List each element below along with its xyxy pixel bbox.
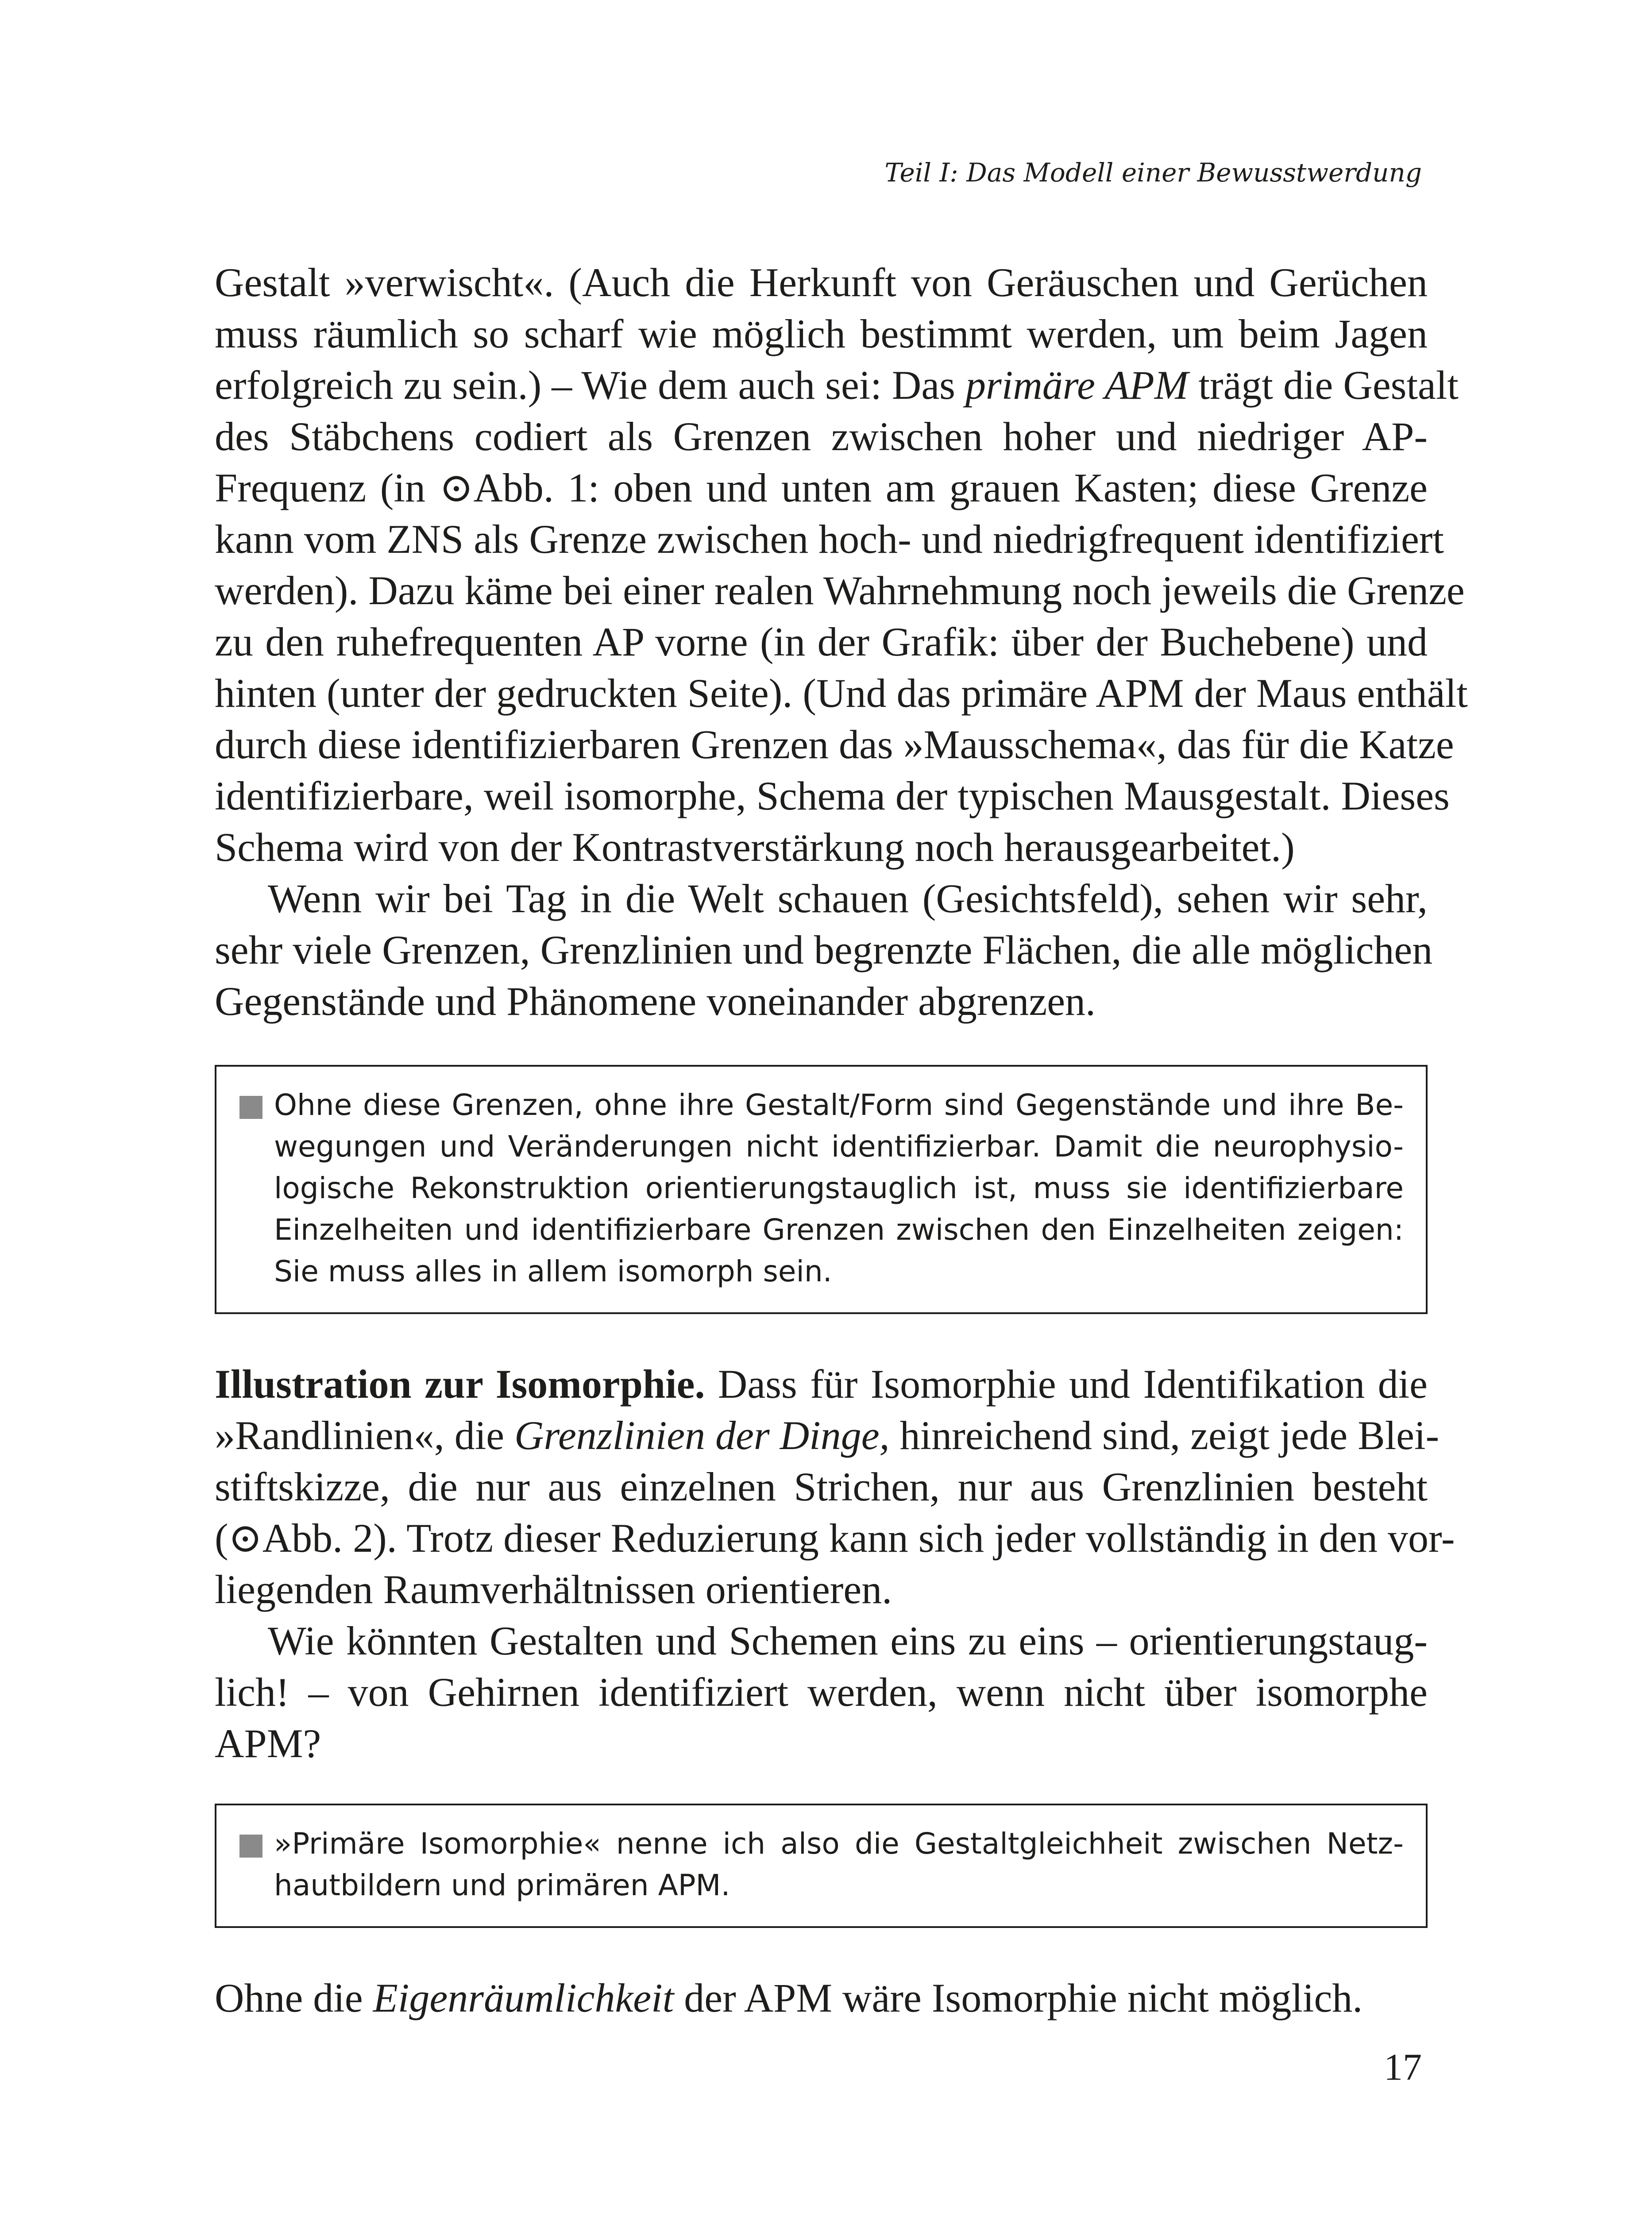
- emphasis-term: primäre APM: [965, 362, 1189, 408]
- callout-text: [274, 1823, 1404, 1906]
- text-line: Ohne diese Grenzen, ohne ihre Gestalt/Form sind Gegenstände und ihre Be-: [274, 1088, 1404, 1122]
- text-line: Schema wird von der Kontrastverstärkung noch herausgearbeitet.): [215, 825, 1295, 870]
- text-line: APM?: [215, 1721, 321, 1766]
- emphasis-term: Grenzlinien der Dinge,: [514, 1413, 890, 1458]
- emphasis-term: Eigenräumlichkeit: [373, 1975, 674, 2020]
- text-line: zu den ruhefrequenten AP vorne (in der Grafik: über der Buchebene) und: [215, 619, 1428, 664]
- paragraph-4: [215, 1615, 1428, 1769]
- text-line: sehr viele Grenzen, Grenzlinien und begrenzte Flächen, die alle möglichen: [215, 927, 1433, 972]
- text-line: Wie könnten Gestalten und Schemen eins zu eins – orientierungstaug-: [268, 1618, 1428, 1663]
- text-line: liegenden Raumverhältnissen orientieren.: [215, 1567, 892, 1612]
- text-line: Sie muss alles in allem isomorph sein.: [274, 1254, 832, 1288]
- paragraph-2: [215, 873, 1433, 1027]
- text-line: erfolgreich zu sein.) – Wie dem auch sei: Das primäre APM trägt die Gestalt: [215, 362, 1459, 408]
- text-line: kann vom ZNS als Grenze zwischen hoch- und niedrigfrequent identifiziert: [215, 517, 1444, 562]
- text-line: Illustration zur Isomorphie. Dass für Isomorphie und Identifikation die: [215, 1361, 1428, 1407]
- paragraph-1: [215, 257, 1468, 873]
- page-body: [215, 257, 1468, 2024]
- text-line: des Stäbchens codiert als Grenzen zwischen hoher und niedriger AP-: [215, 414, 1428, 459]
- callout-box-1: [215, 1065, 1428, 1314]
- callout-text: [274, 1084, 1404, 1292]
- text-line: »Primäre Isomorphie« nenne ich also die Gestaltgleichheit zwischen Netz-: [274, 1827, 1404, 1861]
- text-line: (⊙Abb. 2). Trotz dieser Reduzierung kann sich jeder vollständig in den vor-: [215, 1515, 1455, 1561]
- text-line: werden). Dazu käme bei einer realen Wahrnehmung noch jeweils die Grenze: [215, 568, 1465, 613]
- callout-box-2: [215, 1804, 1428, 1928]
- text-line: stiftskizze, die nur aus einzelnen Strichen, nur aus Grenzlinien besteht: [215, 1464, 1428, 1509]
- section-run-in-heading: Illustration zur Isomorphie.: [215, 1361, 705, 1407]
- text-line: wegungen und Veränderungen nicht identifizierbar. Damit die neurophysio-: [274, 1130, 1404, 1164]
- text-line: Ohne die Eigenräumlichkeit der APM wäre Isomorphie nicht möglich.: [215, 1975, 1363, 2020]
- text-line: lich! – von Gehirnen identifiziert werden, wenn nicht über isomorphe: [215, 1669, 1428, 1715]
- running-header: Teil I: Das Modell einer Bewusstwerdung: [884, 158, 1422, 188]
- text-line: Frequenz (in ⊙Abb. 1: oben und unten am grauen Kasten; diese Grenze: [215, 465, 1428, 510]
- text-line: Wenn wir bei Tag in die Welt schauen (Gesichtsfeld), sehen wir sehr,: [268, 876, 1428, 921]
- text-line: Einzelheiten und identifizierbare Grenzen zwischen den Einzelheiten zeigen:: [274, 1213, 1404, 1247]
- text-line: »Randlinien«, die Grenzlinien der Dinge, hinreichend sind, zeigt jede Blei-: [215, 1413, 1440, 1458]
- text-line: Gegenstände und Phänomene voneinander abgrenzen.: [215, 979, 1096, 1024]
- text-line: muss räumlich so scharf wie möglich bestimmt werden, um beim Jagen: [215, 311, 1428, 356]
- text-line: hinten (unter der gedruckten Seite). (Und das primäre APM der Maus enthält: [215, 671, 1468, 716]
- text-line: durch diese identifizierbaren Grenzen das »Mausschema«, das für die Katze: [215, 722, 1454, 767]
- page-number: 17: [1384, 2046, 1422, 2088]
- paragraph-5: [215, 1972, 1428, 2024]
- paragraph-3: [215, 1358, 1455, 1615]
- text-line: Gestalt »verwischt«. (Auch die Herkunft von Geräuschen und Gerüchen: [215, 260, 1428, 305]
- text-line: logische Rekonstruktion orientierungstauglich ist, muss sie identifizierbare: [274, 1171, 1404, 1205]
- square-bullet-icon: [239, 1096, 262, 1119]
- square-bullet-icon: [239, 1835, 262, 1858]
- text-line: identifizierbare, weil isomorphe, Schema der typischen Mausgestalt. Dieses: [215, 773, 1450, 818]
- text-line: hautbildern und primären APM.: [274, 1868, 730, 1902]
